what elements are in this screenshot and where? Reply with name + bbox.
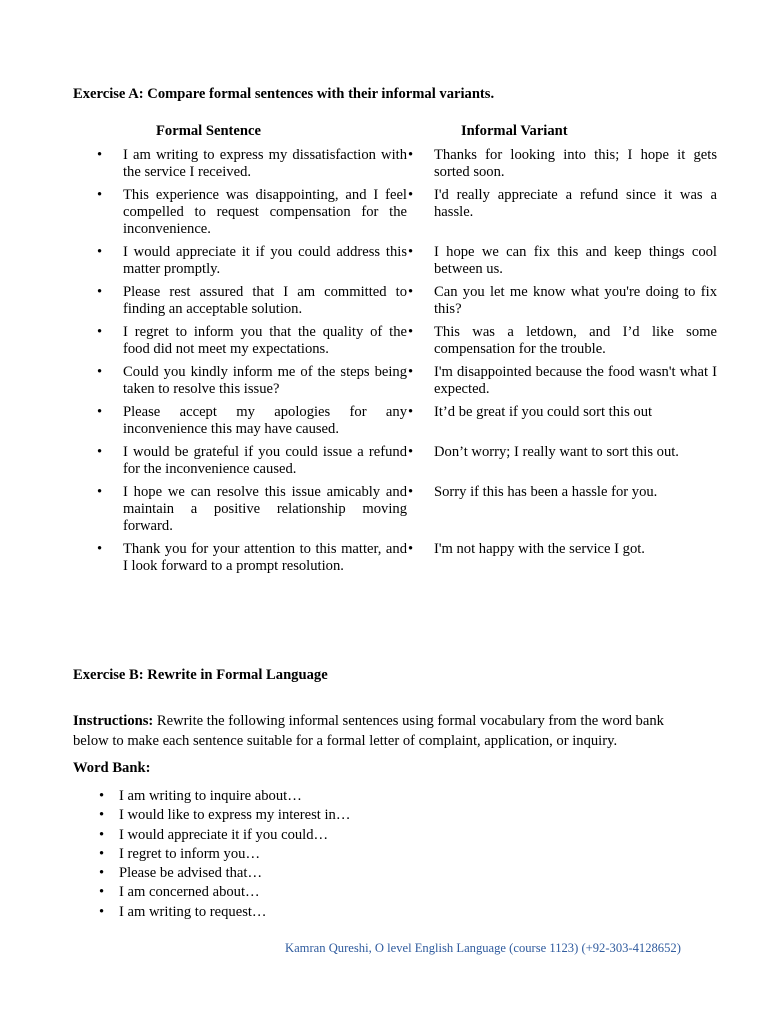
bullet-icon: • xyxy=(99,807,105,824)
exercise-b-title: Exercise B: Rewrite in Formal Language xyxy=(73,667,328,683)
word-bank-item-text: I would like to express my interest in… xyxy=(119,807,351,824)
bullet-icon: • xyxy=(99,845,105,862)
bullet-icon: • xyxy=(99,826,105,843)
formal-item xyxy=(97,187,407,238)
exercise-a-title: Exercise A: Compare formal sentences with their informal variants. xyxy=(73,86,495,102)
formal-item xyxy=(97,284,407,318)
word-bank-item xyxy=(97,806,350,825)
word-bank-item-text: Please be advised that… xyxy=(119,865,263,882)
formal-item xyxy=(97,324,407,358)
informal-item-text: Sorry if this has been a hassle for you. xyxy=(434,484,658,500)
formal-item xyxy=(97,364,407,398)
formal-item xyxy=(97,444,407,478)
informal-item-text: I'm disappointed because the food wasn't what I expected. xyxy=(434,364,717,397)
informal-item xyxy=(408,404,717,421)
bullet-icon: • xyxy=(408,187,414,203)
bullet-icon: • xyxy=(97,404,103,420)
word-bank-list xyxy=(97,787,350,922)
bullet-icon: • xyxy=(99,788,105,804)
bullet-icon: • xyxy=(99,884,105,901)
informal-item xyxy=(408,364,717,398)
formal-item-text: I hope we can resolve this issue amicably and maintain a positive relationship moving forward. xyxy=(123,484,407,534)
formal-item-text: Please rest assured that I am committed to finding an acceptable solution. xyxy=(123,284,407,317)
word-bank-item xyxy=(97,826,350,845)
informal-item xyxy=(408,187,717,221)
formal-item xyxy=(97,244,407,278)
informal-item-text: It’d be great if you could sort this out xyxy=(434,404,653,420)
formal-item-text: Please accept my apologies for any inconvenience this may have caused. xyxy=(123,404,407,437)
bullet-icon: • xyxy=(97,324,103,340)
word-bank-item-text: I regret to inform you… xyxy=(119,845,261,862)
word-bank-item xyxy=(97,883,350,902)
instructions-text: Rewrite the following informal sentences using formal vocabulary from the word bank below to make each sentence suitable for a formal letter of complaint, application, or inquiry. xyxy=(73,713,664,749)
informal-item-text: Thanks for looking into this; I hope it gets sorted soon. xyxy=(434,147,717,180)
word-bank-item-text: I am concerned about… xyxy=(119,884,260,901)
instructions-paragraph xyxy=(73,711,688,751)
formal-item-text: This experience was disappointing, and I feel compelled to request compensation for the inconvenience. xyxy=(123,187,407,237)
word-bank-item xyxy=(97,903,350,922)
informal-item xyxy=(408,324,717,358)
bullet-icon: • xyxy=(97,444,103,460)
word-bank-item xyxy=(97,864,350,883)
bullet-icon: • xyxy=(97,364,103,380)
formal-item-text: I would be grateful if you could issue a refund for the inconvenience caused. xyxy=(123,444,407,477)
bullet-icon: • xyxy=(408,484,414,500)
informal-item xyxy=(408,147,717,181)
bullet-icon: • xyxy=(97,147,103,163)
bullet-icon: • xyxy=(408,404,414,420)
word-bank-item-text: I am writing to request… xyxy=(119,903,267,920)
bullet-icon: • xyxy=(408,284,414,300)
bullet-icon: • xyxy=(97,284,103,300)
bullet-icon: • xyxy=(408,244,414,260)
informal-item-text: I'm not happy with the service I got. xyxy=(434,541,645,557)
informal-item-text: I hope we can fix this and keep things cool between us. xyxy=(434,244,717,277)
formal-item xyxy=(97,404,407,438)
bullet-icon: • xyxy=(99,903,105,920)
instructions-label: Instructions: xyxy=(73,713,154,729)
word-bank-label: Word Bank: xyxy=(73,760,151,776)
formal-item-text: Could you kindly inform me of the steps being taken to resolve this issue? xyxy=(123,364,407,397)
bullet-icon: • xyxy=(97,484,103,500)
formal-item xyxy=(97,147,407,181)
informal-column-header: Informal Variant xyxy=(461,123,568,139)
informal-item-text: I'd really appreciate a refund since it was a hassle. xyxy=(434,187,717,220)
informal-item xyxy=(408,541,717,558)
bullet-icon: • xyxy=(408,364,414,380)
footer-credit: Kamran Qureshi, O level English Language (course 1123) (+92-303-4128652) xyxy=(285,941,681,955)
informal-item xyxy=(408,244,717,278)
bullet-icon: • xyxy=(408,444,414,460)
informal-item xyxy=(408,484,717,501)
formal-item-text: Thank you for your attention to this matter, and I look forward to a prompt resolution. xyxy=(123,541,407,574)
bullet-icon: • xyxy=(97,541,103,557)
bullet-icon: • xyxy=(99,865,105,882)
formal-column-header: Formal Sentence xyxy=(156,123,261,139)
word-bank-item-text: I am writing to inquire about… xyxy=(119,788,302,804)
word-bank-item xyxy=(97,845,350,864)
informal-item-text: Don’t worry; I really want to sort this out. xyxy=(434,444,679,460)
formal-item-text: I would appreciate it if you could address this matter promptly. xyxy=(123,244,407,277)
informal-item-text: Can you let me know what you're doing to fix this? xyxy=(434,284,717,317)
bullet-icon: • xyxy=(97,244,103,260)
bullet-icon: • xyxy=(408,147,414,163)
formal-item-text: I regret to inform you that the quality of the food did not meet my expectations. xyxy=(123,324,407,357)
bullet-icon: • xyxy=(408,541,414,557)
formal-item xyxy=(97,484,407,535)
formal-item-text: I am writing to express my dissatisfaction with the service I received. xyxy=(123,147,407,180)
informal-item xyxy=(408,444,717,461)
bullet-icon: • xyxy=(408,324,414,340)
formal-item xyxy=(97,541,407,575)
informal-item xyxy=(408,284,717,318)
bullet-icon: • xyxy=(97,187,103,203)
word-bank-item xyxy=(97,787,350,806)
word-bank-item-text: I would appreciate it if you could… xyxy=(119,826,329,843)
informal-item-text: This was a letdown, and I’d like some compensation for the trouble. xyxy=(434,324,717,357)
